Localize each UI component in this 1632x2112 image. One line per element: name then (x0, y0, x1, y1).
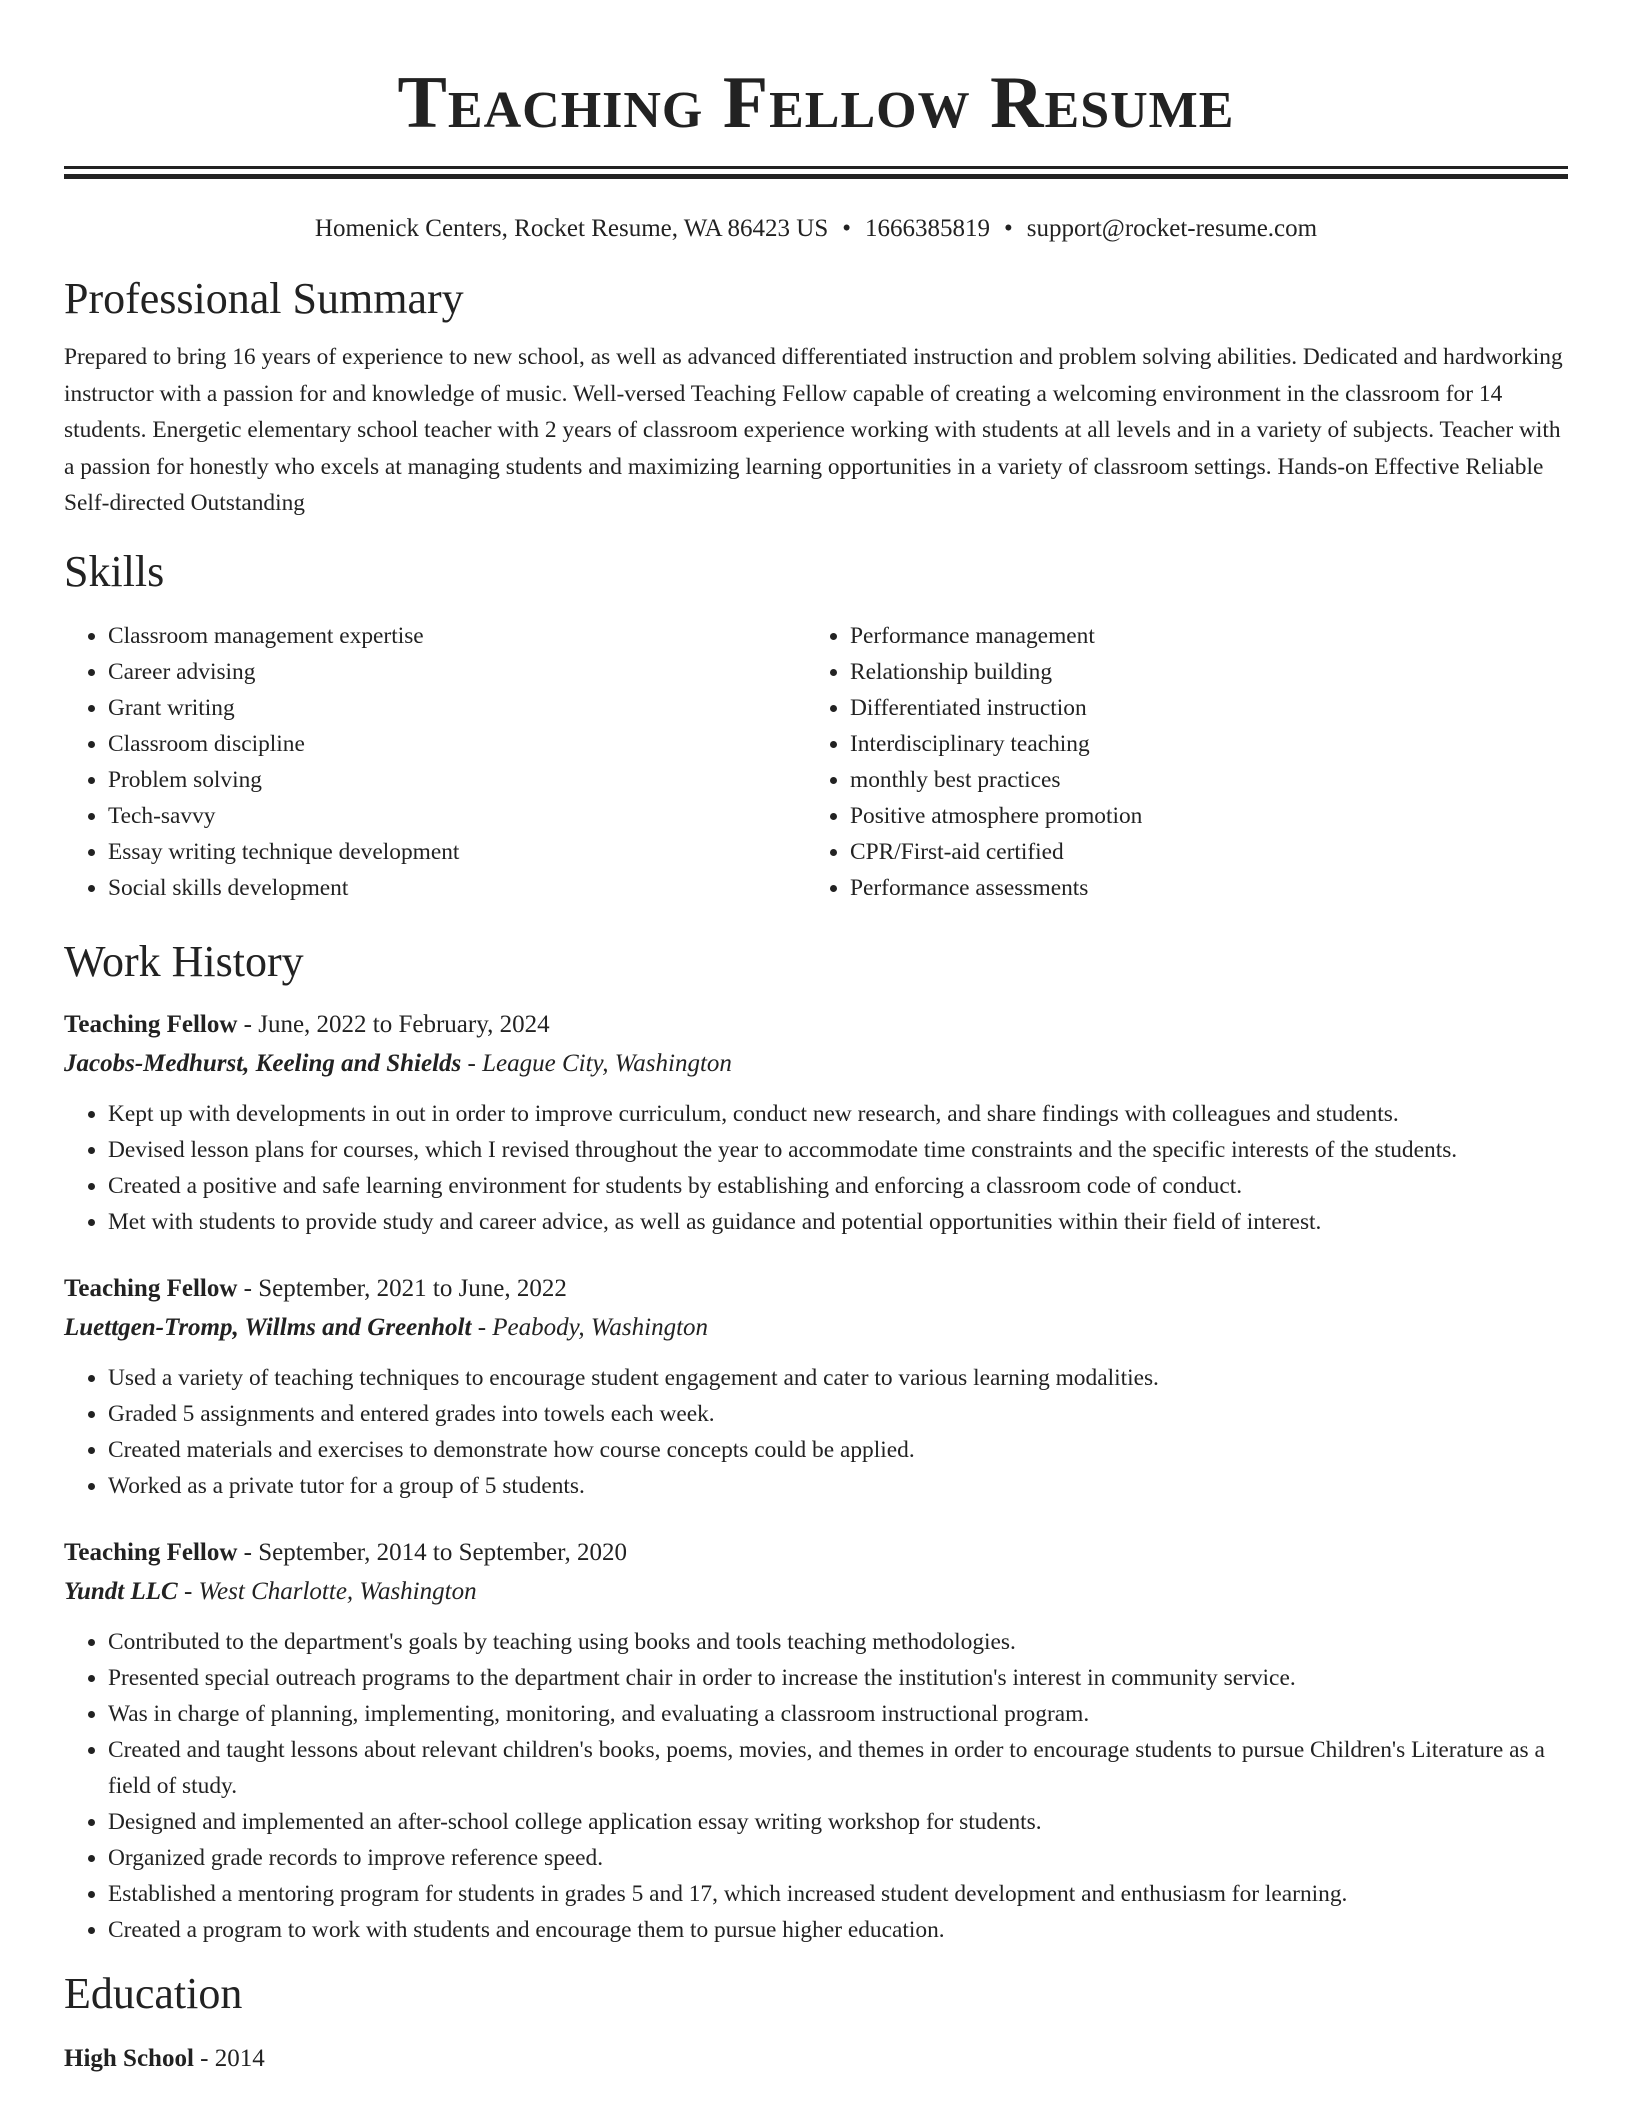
title-divider-top (64, 166, 1568, 169)
skills-list-left (64, 618, 806, 906)
job-bullet: • Met with students to provide study and career advice, as well as guidance and potential opportunities within their field of interest. (108, 1204, 1568, 1240)
job-bullet: • Organized grade records to improve reference speed. (108, 1840, 1568, 1876)
job-company: Yundt LLC (64, 1577, 178, 1605)
skill-item: • Relationship building (850, 654, 1568, 690)
education-entry (64, 2040, 1568, 2078)
skill-item: • Tech-savvy (108, 798, 806, 834)
summary-text: Prepared to bring 16 years of experience to new school, as well as advanced differentiated instruction and problem solving abilities. Dedicated and hardworking instructor with a passion for and knowledge of music. Well-versed Teaching Fellow capable of creating a welcoming environment in the classroom for 14 students. Energetic elementary school teacher with 2 years of classroom experience working with students at all levels and in a variety of subjects. Teacher with a passion for honestly who excels at managing students and maximizing learning opportunities in a variety of classroom settings. Hands-on Effective Reliable Self-directed Outstanding (64, 344, 1563, 516)
job-bullets (64, 1624, 1568, 1948)
job-company: Jacobs-Medhurst, Keeling and Shields (64, 1049, 462, 1077)
contact-info (64, 213, 1568, 245)
job-bullet: • Kept up with developments in out in order to improve curriculum, conduct new research, and share findings with colleagues and students. (108, 1096, 1568, 1132)
skill-item: • Positive atmosphere promotion (850, 798, 1568, 834)
job-title-line (64, 1006, 1568, 1044)
job-dates: - September, 2021 to June, 2022 (237, 1274, 567, 1302)
job-title: Teaching Fellow (64, 1274, 238, 1302)
skill-item: • Performance assessments (850, 870, 1568, 906)
job-bullet: • Created a positive and safe learning environment for students by establishing and enforcing a classroom code of conduct. (108, 1168, 1568, 1204)
education-degree: High School (64, 2044, 194, 2072)
job-title-line (64, 1270, 1568, 1308)
work-history-heading: Work History (64, 936, 304, 986)
job-entry (64, 1270, 1568, 1504)
skills-columns (64, 618, 1568, 906)
job-bullet: • Established a mentoring program for students in grades 5 and 17, which increased student development and enthusiasm for learning. (108, 1876, 1568, 1912)
resume-page (64, 0, 1568, 2078)
skills-heading: Skills (64, 546, 165, 596)
job-bullet: • Created materials and exercises to demonstrate how course concepts could be applied. (108, 1432, 1568, 1468)
title-divider-bottom (64, 174, 1568, 179)
job-bullet: • Designed and implemented an after-school college application essay writing workshop for students. (108, 1804, 1568, 1840)
contact-separator: • (842, 215, 852, 242)
skill-item: • CPR/First-aid certified (850, 834, 1568, 870)
skills-list-right (806, 618, 1568, 906)
job-title: Teaching Fellow (64, 1010, 238, 1038)
job-company-line (64, 1572, 1568, 1612)
job-bullet: • Contributed to the department's goals by teaching using books and tools teaching methodologies. (108, 1624, 1568, 1660)
job-entry (64, 1534, 1568, 1948)
job-dates: - September, 2014 to September, 2020 (237, 1538, 627, 1566)
job-dates: - June, 2022 to February, 2024 (237, 1010, 550, 1038)
contact-phone: 1666385819 (865, 215, 991, 242)
job-bullet: • Was in charge of planning, implementing, monitoring, and evaluating a classroom instructional program. (108, 1696, 1568, 1732)
resume-title: Teaching Fellow Resume (397, 62, 1235, 144)
job-title: Teaching Fellow (64, 1538, 238, 1566)
skill-item: • monthly best practices (850, 762, 1568, 798)
job-company: Luettgen-Tromp, Willms and Greenholt (64, 1313, 472, 1341)
contact-address: Homenick Centers, Rocket Resume, WA 86423 US (314, 215, 829, 242)
skill-item: • Differentiated instruction (850, 690, 1568, 726)
job-company-line (64, 1308, 1568, 1348)
job-location: - West Charlotte, Washington (177, 1577, 477, 1605)
job-bullet: • Used a variety of teaching techniques to encourage student engagement and cater to various learning modalities. (108, 1360, 1568, 1396)
skill-item: • Problem solving (108, 762, 806, 798)
job-company-line (64, 1044, 1568, 1084)
job-bullets (64, 1096, 1568, 1240)
summary-heading: Professional Summary (64, 274, 464, 323)
job-bullet: • Created and taught lessons about relevant children's books, poems, movies, and themes in order to encourage students to pursue Children's Literature as a field of study. (108, 1732, 1568, 1804)
skill-item: • Performance management (850, 618, 1568, 654)
contact-email: support@rocket-resume.com (1026, 215, 1318, 242)
job-bullets (64, 1360, 1568, 1504)
skill-item: • Essay writing technique development (108, 834, 806, 870)
job-bullet: • Graded 5 assignments and entered grades into towels each week. (108, 1396, 1568, 1432)
contact-separator: • (1004, 215, 1013, 242)
skill-item: • Grant writing (108, 690, 806, 726)
education-heading: Education (64, 1968, 243, 2018)
job-entry (64, 1006, 1568, 1240)
skill-item: • Social skills development (108, 870, 806, 906)
job-bullet: • Presented special outreach programs to the department chair in order to increase the institution's interest in community service. (108, 1660, 1568, 1696)
skill-item: • Career advising (108, 654, 806, 690)
job-location: - League City, Washington (461, 1049, 732, 1077)
skill-item: • Classroom discipline (108, 726, 806, 762)
skill-item: • Classroom management expertise (108, 618, 806, 654)
job-bullet: • Worked as a private tutor for a group of 5 students. (108, 1468, 1568, 1504)
job-location: - Peabody, Washington (471, 1313, 709, 1341)
skill-item: • Interdisciplinary teaching (850, 726, 1568, 762)
job-title-line (64, 1534, 1568, 1572)
education-year: - 2014 (193, 2044, 265, 2072)
job-bullet: • Created a program to work with students and encourage them to pursue higher education. (108, 1912, 1568, 1948)
job-bullet: • Devised lesson plans for courses, which I revised throughout the year to accommodate time constraints and the specific interests of the students. (108, 1132, 1568, 1168)
